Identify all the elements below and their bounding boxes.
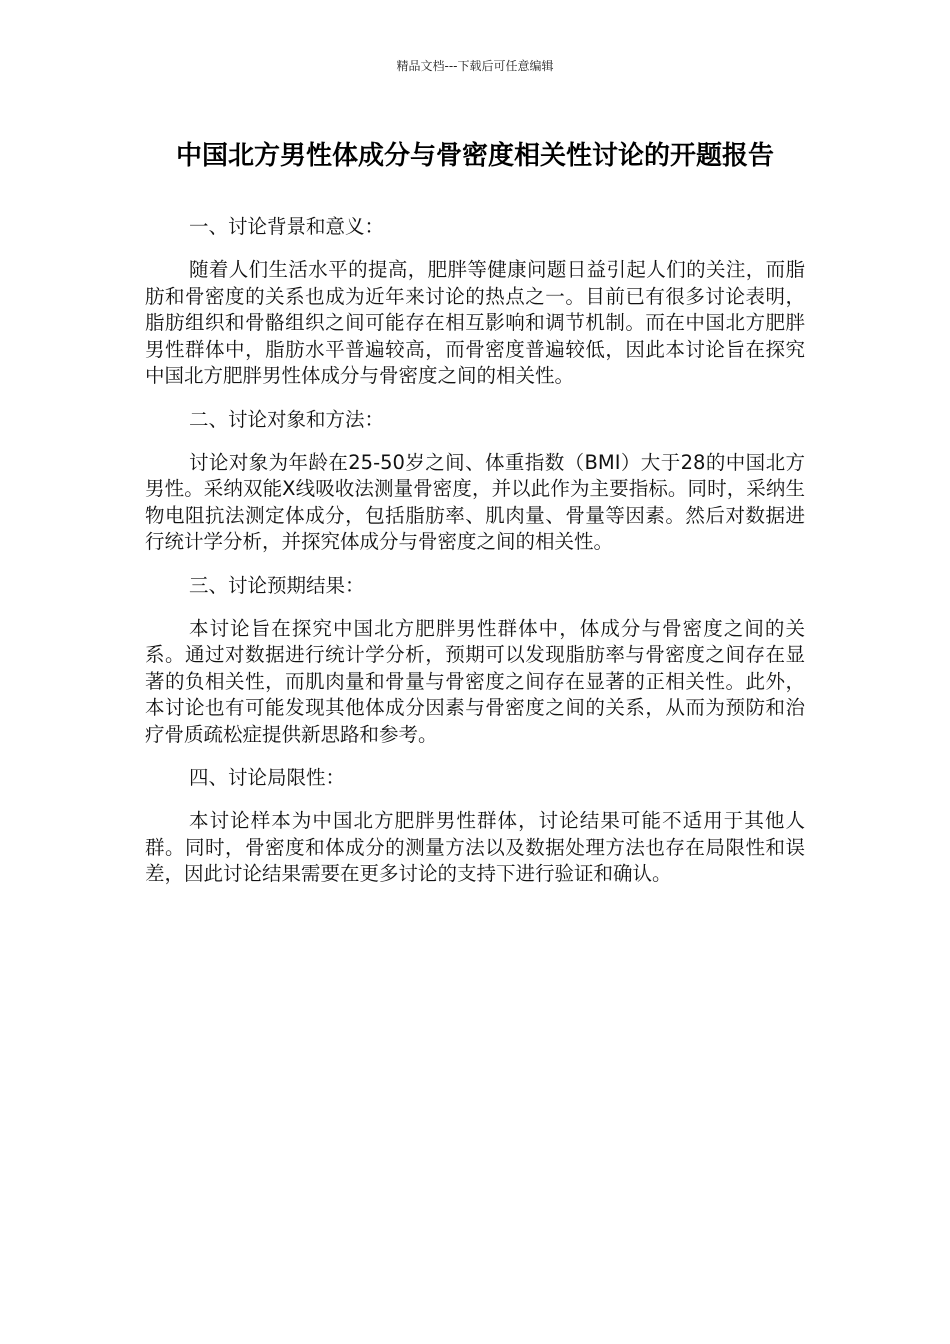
section-subjects-methods — [145, 406, 805, 556]
page-header: 精品文档---下载后可任意编辑 — [396, 59, 554, 73]
section-heading: 三、讨论预期结果： — [189, 573, 365, 597]
section-expected-results — [145, 572, 805, 749]
section-background — [145, 213, 805, 390]
section-heading: 四、讨论局限性： — [189, 766, 346, 789]
section-paragraph: 随着人们生活水平的提高，肥胖等健康问题日益引起人们的关注，而脂肪和骨密度的关系也成为近年来讨论的热点之一。目前已有很多讨论表明，脂肪组织和骨骼组织之间可能存在相互影响和调节机制。而在中国北方肥胖男性群体中，脂肪水平普遍较高，而骨密度普遍较低，因此本讨论旨在探究中国北方肥胖男性体成分与骨密度之间的相关性。 — [145, 258, 805, 387]
section-paragraph: 本讨论样本为中国北方肥胖男性群体，讨论结果可能不适用于其他人群。同时，骨密度和体成分的测量方法以及数据处理方法也存在局限性和误差，因此讨论结果需要在更多讨论的支持下进行验证和确认。 — [145, 809, 805, 885]
section-paragraph: 讨论对象为年龄在25-50岁之间、体重指数（BMI）大于28的中国北方男性。采纳双能X线吸收法测量骨密度，并以此作为主要指标。同时，采纳生物电阻抗法测定体成分，包括脂肪率、肌肉量、骨量等因素。然后对数据进行统计学分析，并探究体成分与骨密度之间的相关性。 — [145, 450, 805, 553]
section-heading: 二、讨论对象和方法： — [189, 407, 385, 431]
document-title: 中国北方男性体成分与骨密度相关性讨论的开题报告 — [175, 141, 774, 171]
section-paragraph: 本讨论旨在探究中国北方肥胖男性群体中，体成分与骨密度之间的关系。通过对数据进行统计学分析，预期可以发现脂肪率与骨密度之间存在显著的负相关性，而肌肉量和骨量与骨密度之间存在显著的正相关性。此外，本讨论也有可能发现其他体成分因素与骨密度之间的关系，从而为预防和治疗骨质疏松症提供新思路和参考。 — [145, 616, 805, 746]
document-body — [145, 213, 805, 904]
section-limitations — [145, 764, 805, 888]
section-heading: 一、讨论背景和意义： — [189, 215, 385, 238]
